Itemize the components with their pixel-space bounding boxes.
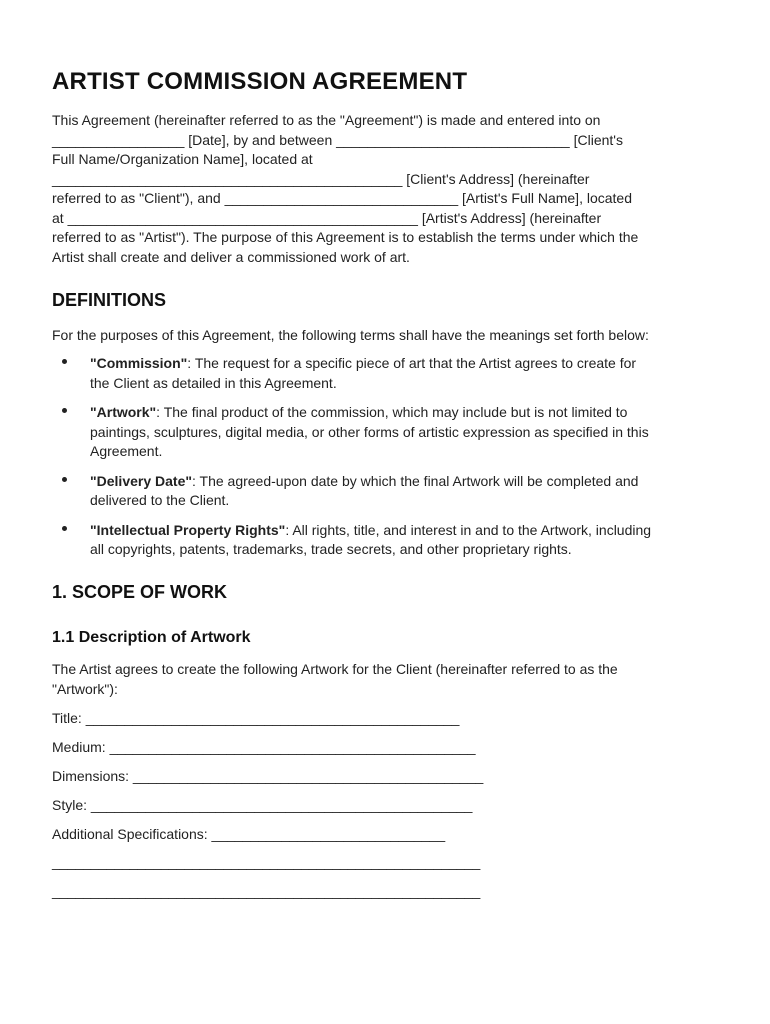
definition-item bbox=[52, 354, 722, 393]
dimensions-field[interactable]: Dimensions: _____________________________________________ bbox=[52, 768, 484, 784]
style-field[interactable]: Style: _________________________________________________ bbox=[52, 797, 473, 813]
intro-line: referred to as "Client"), and ______________________________ [Artist's Full Name], located bbox=[52, 190, 632, 206]
definitions-list bbox=[52, 354, 722, 570]
title-field[interactable]: Title: ________________________________________________ bbox=[52, 710, 460, 726]
intro-line: Artist shall create and deliver a commissioned work of art. bbox=[52, 248, 410, 265]
description-line: The Artist agrees to create the following Artwork for the Client (hereinafter referred to as the bbox=[52, 661, 618, 677]
definitions-heading: DEFINITIONS bbox=[52, 290, 167, 310]
additional-specifications-field[interactable]: Additional Specifications: ______________________________ bbox=[52, 826, 446, 842]
description-line: "Artwork"): bbox=[52, 680, 118, 697]
definition-text: the Client as detailed in this Agreement. bbox=[90, 374, 337, 391]
blank-line[interactable]: _______________________________________________________ bbox=[52, 883, 481, 899]
definition-text: : The final product of the commission, which may include but is not limited to bbox=[156, 404, 628, 420]
definition-term: "Artwork" bbox=[90, 404, 157, 420]
definition-item bbox=[52, 403, 722, 462]
bullet-icon bbox=[62, 526, 67, 531]
definition-term: "Commission" bbox=[90, 355, 188, 371]
intro-line: This Agreement (hereinafter referred to as the "Agreement") is made and entered into on bbox=[52, 112, 601, 128]
intro-line: _________________ [Date], by and between ______________________________ [Client's bbox=[52, 131, 623, 148]
description-subheading: 1.1 Description of Artwork bbox=[52, 629, 251, 646]
intro-paragraph bbox=[52, 111, 712, 267]
definition-text: : The agreed-upon date by which the final Artwork will be completed and bbox=[192, 472, 639, 489]
bullet-icon bbox=[62, 477, 67, 482]
document-title: ARTIST COMMISSION AGREEMENT bbox=[52, 68, 468, 95]
scope-heading: 1. SCOPE OF WORK bbox=[52, 582, 228, 602]
definition-text: delivered to the Client. bbox=[90, 492, 230, 508]
description-paragraph bbox=[52, 660, 712, 699]
definition-text: : The request for a specific piece of art that the Artist agrees to create for bbox=[187, 355, 637, 371]
intro-line: at _____________________________________________ [Artist's Address] (hereinafter bbox=[52, 209, 602, 226]
definition-text: Agreement. bbox=[90, 443, 163, 459]
definition-text: all copyrights, patents, trademarks, trade secrets, and other proprietary rights. bbox=[90, 541, 572, 557]
definition-text: paintings, sculptures, digital media, or other forms of artistic expression as specified in this bbox=[90, 423, 649, 440]
intro-line: referred to as "Artist"). The purpose of this Agreement is to establish the terms under which the bbox=[52, 229, 639, 245]
intro-line: Full Name/Organization Name], located at bbox=[52, 151, 313, 167]
intro-line: _____________________________________________ [Client's Address] (hereinafter bbox=[52, 170, 590, 187]
bullet-icon bbox=[62, 408, 67, 413]
definition-term: "Delivery Date" bbox=[90, 472, 192, 489]
bullet-icon bbox=[62, 359, 67, 364]
definition-text: : All rights, title, and interest in and to the Artwork, including bbox=[285, 521, 652, 538]
blank-line[interactable]: _______________________________________________________ bbox=[52, 854, 481, 870]
definition-term: "Intellectual Property Rights" bbox=[90, 521, 286, 538]
definition-item bbox=[52, 472, 722, 511]
medium-field[interactable]: Medium: _______________________________________________ bbox=[52, 739, 476, 755]
definition-item bbox=[52, 521, 722, 560]
definitions-intro: For the purposes of this Agreement, the following terms shall have the meanings set forth below: bbox=[52, 327, 649, 343]
